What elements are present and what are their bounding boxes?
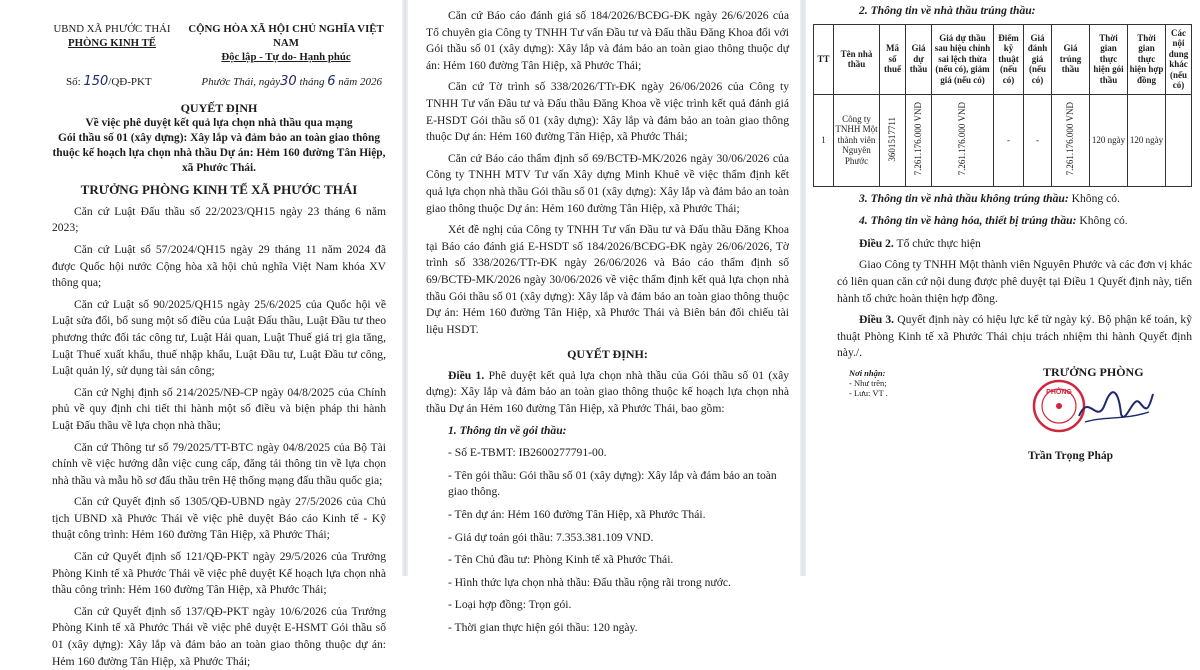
- signature-block: [813, 364, 1192, 474]
- handwritten-number: 150: [83, 74, 109, 89]
- decision-heading: QUYẾT ĐỊNH:: [567, 347, 648, 362]
- place-date: Phước Thái, ngày30 tháng 6 năm 2026: [201, 74, 382, 89]
- section-package-info: 1. Thông tin về gói thầu:: [448, 423, 567, 437]
- legal-basis: Căn cứ Tờ trình số 338/2026/TTr-ĐK ngày 26/06/2026 của Công ty TNHH Tư vấn Đầu tư và Đấu thầu Đăng Khoa về việc trình kết quả đánh giá E-HSDT Gói thầu số 01 (xây dựng): Xây lắp và đảm bảo an toàn giao thông thuộc Dự án: Hẻm 160 đường Tân Hiệp, xã Phước Thái;: [426, 80, 789, 144]
- issuing-org: [52, 22, 172, 64]
- national-title: [186, 22, 386, 64]
- cell-bid-price: 7.261.176.000 VND: [906, 94, 932, 186]
- list-item: - Hình thức lựa chọn nhà thầu: Đấu thầu rộng rãi trong nước.: [448, 575, 731, 589]
- cell-contract-time: 120 ngày: [1128, 94, 1166, 186]
- doc-number: Số: 150/QĐ-PKT: [66, 74, 152, 89]
- package-info-list: [426, 445, 789, 636]
- cell-tech-score: -: [994, 94, 1024, 186]
- legal-basis: Căn cứ Luật Đấu thầu số 22/2023/QH15 ngày 23 tháng 6 năm 2023;: [52, 204, 386, 235]
- table-header: Giá dự thầu sau hiệu chỉnh sai lệch thừa (nếu có), giảm giá (nếu có): [932, 24, 994, 94]
- table-header: Giá trúng thầu: [1052, 24, 1090, 94]
- section-winner: 2. Thông tin về nhà thầu trúng thầu:: [859, 4, 1036, 17]
- legal-basis: Căn cứ Quyết định số 1305/QĐ-UBND ngày 27/5/2026 của Chủ tịch UBND xã Phước Thái về việc phê duyệt Báo cáo Kinh tế - Kỹ thuật công trình: Hẻm 160 đường Tân Hiệp, xã Phước Thái;: [52, 495, 386, 542]
- decision-subject-detail: Gói thầu số 01 (xây dựng): Xây lắp và đảm bảo an toàn giao thông thuộc kế hoạch lựa chọn nhà thầu Dự án: Hẻm 160 đường Tân Hiệp, xã Phước Thái.: [52, 132, 386, 175]
- document-header: [52, 22, 386, 64]
- signer-title: TRƯỞNG PHÒNG: [1043, 364, 1144, 379]
- table-header: TT: [814, 24, 834, 94]
- list-item: - Loại hợp đồng: Trọn gói.: [448, 598, 572, 612]
- list-item: - Số E-TBMT: IB2600277791-00.: [448, 446, 607, 460]
- motto: Độc lập - Tự do- Hạnh phúc: [221, 51, 351, 63]
- cell-package-time: 120 ngày: [1090, 94, 1128, 186]
- cell-eval-price: -: [1024, 94, 1052, 186]
- article-1: Điều 1. Phê duyệt kết quả lựa chọn nhà thầu của Gói thầu số 01 (xây dựng): Xây lắp và đảm bảo an toàn giao thông thuộc kế hoạch lựa chọn nhà thầu Dự án Hẻm 160 đường Tân Hiệp, xã Phước Thái, bao gồm:: [426, 368, 790, 416]
- section-goods: 4. Thông tin về hàng hóa, thiết bị trúng thầu: Không có.: [859, 214, 1128, 228]
- decision-title: QUYẾT ĐỊNH: [180, 100, 258, 115]
- legal-basis: Căn cứ Báo cáo thẩm định số 69/BCTĐ-MK/2026 ngày 30/06/2026 của Công ty TNHH MTV Tư vấn Xây dựng Minh Khuê về việc thẩm định kết quả lựa chọn nhà thầu Gói thầu số 01 (xây dựng): Xây lắp và đảm bảo an toàn giao thông thuộc Dự án: Hẻm 160 đường Tân Hiệp, xã Phước Thái;: [426, 151, 789, 215]
- article-3: Điều 3. Quyết định này có hiệu lực kể từ ngày ký. Bộ phận kế toán, kỹ thuật Phòng Kinh tế xã Phước Thái chịu trách nhiệm thi hành Quyết định này./.: [837, 313, 1192, 360]
- doc-meta: [52, 74, 386, 91]
- cell-tt: 1: [814, 94, 834, 186]
- org-top: UBND XÃ PHƯỚC THÁI: [53, 23, 171, 35]
- cell-tax-code: 3601517711: [880, 94, 906, 186]
- table-row: [814, 94, 1192, 186]
- authority-heading: TRƯỞNG PHÒNG KINH TẾ XÃ PHƯỚC THÁI: [80, 182, 358, 198]
- legal-basis: Căn cứ Luật số 90/2025/QH15 ngày 25/6/2025 của Quốc hội về Luật sửa đổi, bổ sung một số điều của Luật Đấu thầu, Luật Đầu tư theo phương thức đối tác công tư, Luật Hải quan, Luật Thuế giá trị gia tăng, Luật Thuế xuất khẩu, thuế nhập khẩu, Luật Đầu tư, Luật Đầu tư công, Luật quản lý, sử dụng tài sản công;: [52, 297, 386, 378]
- table-header: Thời gian thực hiện gói thầu: [1090, 24, 1128, 94]
- table-header: Giá dự thầu: [906, 24, 932, 94]
- winner-table: [813, 24, 1192, 187]
- document-page-3: [805, 0, 1200, 576]
- legal-basis: Căn cứ Quyết định số 121/QĐ-PKT ngày 29/5/2026 của Trưởng Phòng Kinh tế xã Phước Thái về việc phê duyệt Kế hoạch lựa chọn nhà thầu công trình: Hẻm 160 đường Tân Hiệp, xã Phước Thái;: [52, 550, 386, 597]
- cell-contractor-name: Công ty TNHH Một thành viên Nguyên Phước: [834, 94, 880, 186]
- document-page-2: [408, 0, 803, 634]
- list-item: - Tên gói thầu: Gói thầu số 01 (xây dựng): Xây lắp và đảm bảo an toàn giao thông.: [448, 468, 777, 499]
- handwritten-signature: [1075, 386, 1155, 430]
- list-item: - Thời gian thực hiện gói thầu: 120 ngày.: [448, 621, 638, 634]
- legal-basis: Căn cứ Thông tư số 79/2025/TT-BTC ngày 04/8/2025 của Bộ Tài chính về việc hướng dẫn việc cung cấp, đăng tải thông tin về lựa chọn nhà thầu và mẫu hồ sơ đấu thầu trên Hệ thống mạng đấu thầu quốc gia;: [52, 440, 386, 487]
- recipients: Nơi nhận: - Như trên; - Lưu: VT .: [849, 367, 888, 398]
- list-item: - Tên dự án: Hẻm 160 đường Tân Hiệp, xã Phước Thái.: [448, 508, 706, 522]
- document-page-1: [0, 0, 400, 668]
- org-bottom: PHÒNG KINH TẾ: [68, 37, 156, 49]
- article-2: Điều 2. Tổ chức thực hiện: [859, 236, 981, 250]
- legal-basis: Căn cứ Báo cáo đánh giá số 184/2026/BCĐG-ĐK ngày 26/6/2026 của Tổ chuyên gia Công ty TNHH Tư vấn Đầu tư và Đấu thầu Đăng Khoa đối với Gói thầu số 01 (xây dựng): Xây lắp và đảm bảo an toàn giao thông thuộc dự án: Hẻm 160 đường Tân Hiệp, xã Phước Thái;: [426, 9, 789, 72]
- table-header: Các nội dung khác (nếu có): [1166, 24, 1192, 94]
- signer-name: Trần Trọng Pháp: [1028, 449, 1113, 462]
- table-header: Thời gian thực hiện hợp đồng: [1128, 24, 1166, 94]
- legal-basis: Căn cứ Nghị định số 214/2025/NĐ-CP ngày 04/8/2025 của Chính phủ về quy định chi tiết thi hành một số điều và biện pháp thi hành Luật Đấu thầu về lựa chọn nhà thầu;: [52, 385, 386, 432]
- article-2-body: Giao Công ty TNHH Một thành viên Nguyên Phước và các đơn vị khác có liên quan căn cứ nội dung được phê duyệt tại Điều 1 Quyết định này, tiến hành tổ chức hoàn thiện hợp đồng.: [837, 258, 1192, 305]
- decision-subject: Về việc phê duyệt kết quả lựa chọn nhà thầu qua mạng: [85, 117, 353, 130]
- section-losers: 3. Thông tin về nhà thầu không trúng thầu: Không có.: [859, 191, 1120, 205]
- list-item: - Giá dự toán gói thầu: 7.353.381.109 VND.: [448, 530, 654, 544]
- legal-basis: Căn cứ Quyết định số 137/QĐ-PKT ngày 10/6/2026 của Trưởng Phòng Kinh tế xã Phước Thái về việc phê duyệt E-HSMT Gói thầu số 01 (xây dựng): Xây lắp và đảm bảo an toàn giao thông thuộc dự án: Hẻm 160 đường Tân Hiệp, xã Phước Thái;: [52, 604, 386, 668]
- table-header-row: [814, 24, 1192, 94]
- cell-award-price: 7.261.176.000 VND: [1052, 94, 1090, 186]
- recommendation: Xét đề nghị của Công ty TNHH Tư vấn Đầu tư và Đấu thầu Đăng Khoa tại Báo cáo đánh giá E-HSDT số 184/2026/BCĐG-ĐK ngày 26/06/2026, Tờ trình số 338/2026/TTr-ĐK ngày 26/06/2026 và Báo cáo thẩm định số 69/BCTĐ-MK/2026 ngày 30/06/2026 về việc thẩm định kết quả lựa chọn nhà thầu Gói thầu số 01 (xây dựng): Xây lắp và đảm bảo an toàn giao thông thuộc Dự án: Hẻm 160 đường Tân Hiệp, xã Phước Thái và Biên bản đối chiếu tài liệu HSDT.: [426, 223, 789, 336]
- table-header: Giá đánh giá (nếu có): [1024, 24, 1052, 94]
- table-header: Mã số thuế: [880, 24, 906, 94]
- cell-adjusted-price: 7.261.176.000 VND: [932, 94, 994, 186]
- table-header: Điểm kỹ thuật (nếu có): [994, 24, 1024, 94]
- table-header: Tên nhà thầu: [834, 24, 880, 94]
- stamp-text: PHÒNG: [1046, 388, 1072, 396]
- legal-basis: Căn cứ Luật số 57/2024/QH15 ngày 29 tháng 11 năm 2024 đã được Quốc hội nước Cộng hòa xã hội chủ nghĩa Việt Nam khóa XV thông qua;: [52, 242, 386, 290]
- cell-other: [1166, 94, 1192, 186]
- nation-name: CỘNG HÒA XÃ HỘI CHỦ NGHĨA VIỆT NAM: [188, 23, 384, 49]
- list-item: - Tên Chủ đầu tư: Phòng Kinh tế xã Phước Thái.: [448, 553, 674, 567]
